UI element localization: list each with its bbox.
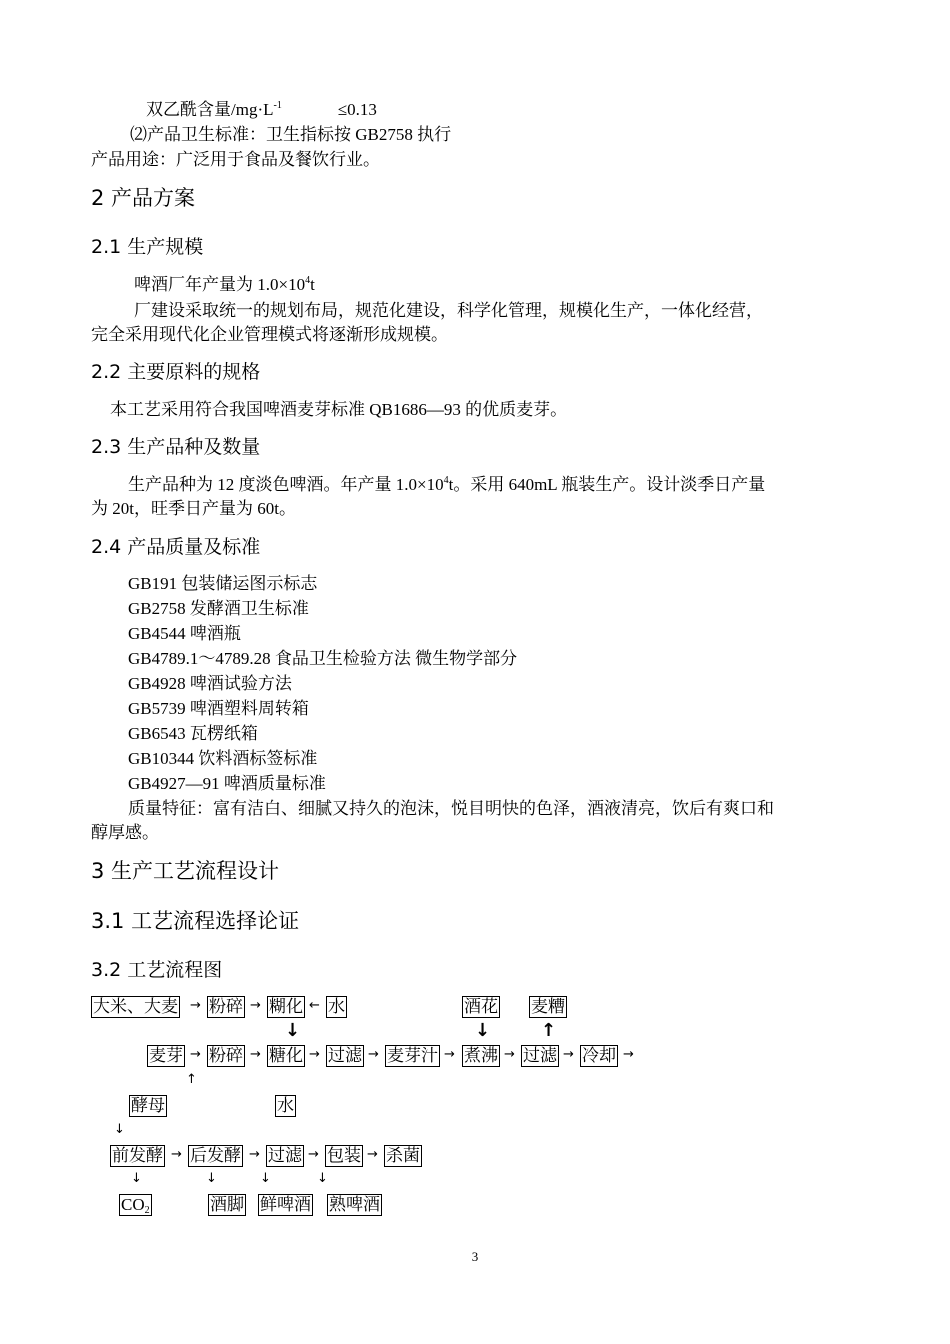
flow-box-secondary-fermentation: 后发酵 [190, 1146, 241, 1165]
arrow-right-icon: → [249, 1147, 260, 1162]
arrow-right-icon: → [190, 1047, 201, 1062]
arrow-right-icon: → [623, 1047, 634, 1062]
flow-box-crush-2: 粉碎 [209, 1046, 243, 1065]
arrow-up-icon: ↑ [186, 1072, 197, 1087]
arrow-left-icon: ← [309, 998, 320, 1013]
arrow-down-icon: ↓ [260, 1171, 271, 1186]
arrow-right-icon: → [504, 1047, 515, 1062]
arrow-right-icon: → [368, 1047, 379, 1062]
page-number: 3 [471, 1249, 479, 1264]
arrow-right-icon: → [309, 1047, 320, 1062]
flow-box-water-1: 水 [328, 997, 345, 1016]
flow-box-gelatinize: 糊化 [269, 997, 303, 1016]
arrow-down-icon: ↓ [317, 1171, 328, 1186]
flow-box-sterilize: 杀菌 [386, 1146, 420, 1165]
arrow-right-icon: → [171, 1147, 182, 1162]
section-2-title: 2 产品方案 [91, 186, 196, 210]
section-2-4-title: 2.4 产品质量及标准 [91, 536, 261, 558]
flow-box-co2 [119, 1194, 152, 1216]
standard-item: GB4927—91 啤酒质量标准 [128, 774, 326, 793]
flow-box-pasteurized-beer: 熟啤酒 [329, 1195, 380, 1214]
flow-box-rice-barley: 大米、大麦 [93, 997, 178, 1016]
arrow-right-icon: → [444, 1047, 455, 1062]
annual-output-unit: t [310, 275, 315, 294]
arrow-right-icon: → [250, 998, 261, 1013]
flow-box-packaging: 包装 [327, 1146, 361, 1165]
co2-subscript: 2 [144, 1205, 150, 1216]
flow-box-filter-3: 过滤 [268, 1146, 302, 1165]
arrow-down-icon: ↓ [285, 1020, 301, 1041]
arrow-right-icon: → [190, 998, 201, 1013]
flow-box-wort: 麦芽汁 [387, 1046, 438, 1065]
arrow-up-icon: ↑ [541, 1020, 557, 1041]
annual-output-text: 啤酒厂年产量为 1.0×10 [134, 275, 306, 294]
section-3-1-title: 3.1 工艺流程选择论证 [91, 909, 300, 933]
flow-box-yeast-sediment: 酒脚 [210, 1195, 244, 1214]
arrow-right-icon: → [563, 1047, 574, 1062]
flow-box-water-2: 水 [277, 1096, 294, 1115]
product-variety-exponent: 4 [443, 475, 449, 486]
flow-box-saccharify: 糖化 [269, 1046, 303, 1065]
product-variety-text-b: t。采用 640mL 瓶装生产。设计淡季日产量 [448, 475, 766, 494]
diacetyl-label: 双乙酰含量/mg·L [146, 100, 274, 119]
flow-box-malt: 麦芽 [149, 1046, 183, 1065]
product-variety-line-2: 为 20t，旺季日产量为 60t。 [91, 499, 296, 518]
annual-output-exponent: 4 [305, 275, 311, 286]
arrow-right-icon: → [250, 1047, 261, 1062]
standard-item: GB6543 瓦楞纸箱 [128, 724, 258, 743]
flow-box-spent-grain: 麦糟 [531, 997, 565, 1016]
raw-material-spec: 本工艺采用符合我国啤酒麦芽标准 QB1686—93 的优质麦芽。 [110, 400, 568, 419]
flow-box-yeast: 酵母 [131, 1096, 165, 1115]
flow-box-filter-1: 过滤 [328, 1046, 362, 1065]
diacetyl-unit-exponent: -1 [273, 100, 282, 111]
arrow-down-icon: ↓ [131, 1171, 142, 1186]
arrow-right-icon: → [367, 1147, 378, 1162]
flow-box-cool: 冷却 [582, 1046, 616, 1065]
standard-item: GB4928 啤酒试验方法 [128, 674, 292, 693]
product-usage: 产品用途：广泛用于食品及餐饮行业。 [91, 150, 380, 169]
product-variety-text-a: 生产品种为 12 度淡色啤酒。年产量 1.0×10 [128, 475, 444, 494]
arrow-down-icon: ↓ [114, 1122, 125, 1137]
quality-line-1: 质量特征：富有洁白、细腻又持久的泡沫，悦目明快的色泽，酒液清亮，饮后有爽口和 [128, 799, 774, 818]
annual-output-line [134, 274, 315, 296]
diacetyl-line [146, 99, 377, 121]
flow-box-boil: 煮沸 [464, 1046, 498, 1065]
standard-item: GB191 包装储运图示标志 [128, 574, 318, 593]
section-2-2-title: 2.2 主要原料的规格 [91, 361, 261, 383]
standard-item: GB10344 饮料酒标签标准 [128, 749, 318, 768]
arrow-down-icon: ↓ [475, 1020, 491, 1041]
flow-box-crush-1: 粉碎 [209, 997, 243, 1016]
arrow-right-icon: → [308, 1147, 319, 1162]
flow-box-filter-2: 过滤 [523, 1046, 557, 1065]
section-3-2-title: 3.2 工艺流程图 [91, 959, 223, 981]
flow-box-hops: 酒花 [464, 997, 498, 1016]
quality-line-2: 醇厚感。 [91, 823, 159, 842]
flow-box-primary-fermentation: 前发酵 [112, 1146, 163, 1165]
section-3-title: 3 生产工艺流程设计 [91, 859, 280, 883]
diacetyl-value: ≤0.13 [337, 100, 377, 119]
standard-item: GB2758 发酵酒卫生标准 [128, 599, 309, 618]
standard-item: GB4789.1～4789.28 食品卫生检验方法 微生物学部分 [128, 649, 518, 668]
flow-box-draft-beer: 鲜啤酒 [260, 1195, 311, 1214]
standard-item: GB5739 啤酒塑料周转箱 [128, 699, 309, 718]
section-2-1-title: 2.1 生产规模 [91, 236, 204, 258]
plant-plan-line-2: 完全采用现代化企业管理模式将逐渐形成规模。 [91, 325, 448, 344]
product-variety-line-1 [128, 474, 765, 496]
co2-text: CO [121, 1195, 145, 1214]
standard-item: GB4544 啤酒瓶 [128, 624, 241, 643]
plant-plan-line-1: 厂建设采取统一的规划布局，规范化建设，科学化管理，规模化生产，一体化经营， [134, 301, 763, 320]
hygiene-standard: ⑵产品卫生标准：卫生指标按 GB2758 执行 [130, 125, 452, 144]
arrow-down-icon: ↓ [206, 1171, 217, 1186]
section-2-3-title: 2.3 生产品种及数量 [91, 436, 261, 458]
